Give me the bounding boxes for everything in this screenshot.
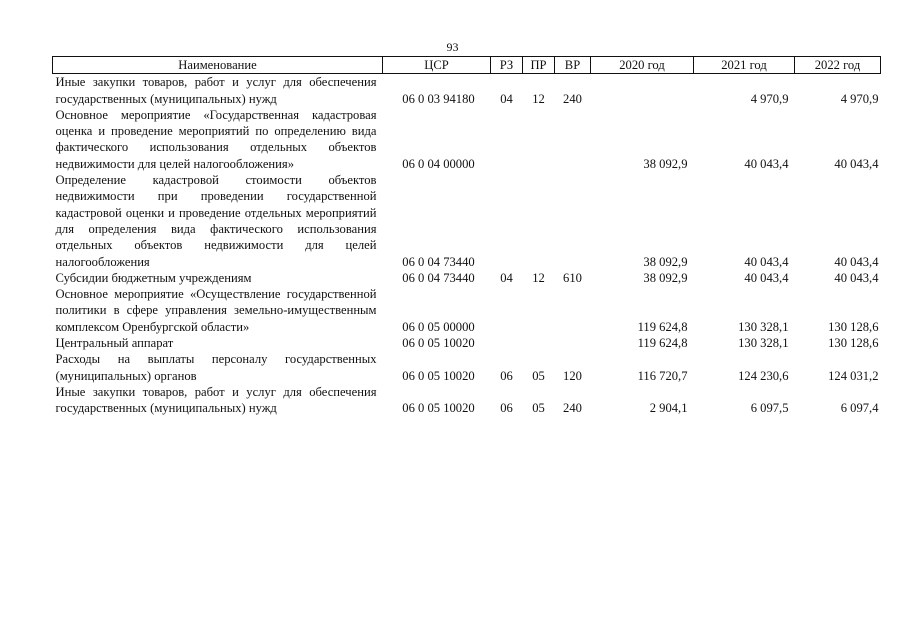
row-rz — [491, 335, 523, 351]
row-csr: 06 0 03 94180 — [402, 91, 475, 106]
row-vr: 610 — [563, 270, 582, 285]
table-row — [53, 74, 881, 107]
row-csr: 06 0 05 10020 — [402, 368, 475, 383]
row-2020-value: 2 904,1 — [649, 401, 688, 416]
row-name: Субсидии бюджетным учреждениям — [55, 270, 252, 285]
row-2022-value: 6 097,4 — [840, 401, 879, 416]
row-vr: 240 — [563, 91, 582, 106]
row-2020-value: 38 092,9 — [643, 270, 688, 285]
row-name: Основное мероприятие «Осуществление государственной политики в сфере управления земельно-имущественным комплексом Оренбургской области» — [55, 287, 377, 334]
row-csr: 06 0 05 10020 — [402, 401, 475, 416]
table-row — [53, 351, 881, 384]
header-2020: 2020 год — [591, 57, 694, 74]
row-name: Иные закупки товаров, работ и услуг для обеспечения государственных (муниципальных) нужд — [55, 75, 377, 106]
row-2021-value: 130 328,1 — [738, 336, 789, 351]
table-header — [53, 57, 881, 74]
row-vr: 240 — [563, 401, 582, 416]
header-pr: ПР — [523, 57, 555, 74]
row-vr — [555, 286, 591, 335]
row-rz — [491, 107, 523, 172]
row-pr — [523, 172, 555, 270]
row-csr: 06 0 05 10020 — [402, 336, 475, 351]
row-pr: 12 — [532, 270, 545, 285]
header-name: Наименование — [53, 57, 383, 74]
row-rz: 04 — [500, 91, 513, 106]
page-number: 93 — [446, 40, 459, 54]
row-2022-value: 4 970,9 — [840, 91, 879, 106]
row-name: Расходы на выплаты персоналу государственных (муниципальных) органов — [55, 352, 377, 383]
row-2021-value: 130 328,1 — [738, 319, 789, 334]
row-vr: 120 — [563, 368, 582, 383]
row-2022-value: 130 128,6 — [828, 336, 879, 351]
header-2021: 2021 год — [694, 57, 795, 74]
row-2021-value: 40 043,4 — [744, 156, 789, 171]
row-csr: 06 0 04 00000 — [402, 156, 475, 171]
table-row — [53, 270, 881, 286]
row-2021-value: 40 043,4 — [744, 270, 789, 285]
table-row — [53, 172, 881, 270]
table-row — [53, 384, 881, 417]
row-csr: 06 0 04 73440 — [402, 270, 475, 285]
row-pr — [523, 286, 555, 335]
row-2021-value: 6 097,5 — [750, 401, 789, 416]
row-name: Иные закупки товаров, работ и услуг для обеспечения государственных (муниципальных) нужд — [55, 384, 377, 416]
row-2020-value: 119 624,8 — [637, 336, 688, 351]
row-vr — [555, 335, 591, 351]
row-2022-value: 40 043,4 — [834, 254, 879, 269]
row-pr: 05 — [532, 401, 545, 416]
header-2022: 2022 год — [795, 57, 881, 74]
row-csr: 06 0 04 73440 — [402, 254, 475, 269]
row-2022-value: 124 031,2 — [828, 368, 879, 383]
row-2022-value: 40 043,4 — [834, 156, 879, 171]
row-csr: 06 0 05 00000 — [402, 319, 475, 334]
row-rz: 06 — [500, 401, 513, 416]
row-2022-value: 40 043,4 — [834, 270, 879, 285]
row-2021-value: 124 230,6 — [738, 368, 789, 383]
row-2021-value: 4 970,9 — [750, 91, 789, 106]
budget-table — [52, 56, 881, 417]
row-name: Центральный аппарат — [55, 336, 174, 351]
row-2020-value: 38 092,9 — [643, 254, 688, 269]
table-body — [53, 74, 881, 417]
row-pr — [523, 107, 555, 172]
row-2020-value — [591, 74, 694, 107]
row-pr — [523, 335, 555, 351]
row-rz — [491, 286, 523, 335]
row-2020-value: 38 092,9 — [643, 156, 688, 171]
row-name: Определение кадастровой стоимости объектов недвижимости при проведении государственной кадастровой оценки и проведение отдельных мероприятий для определения вида фактического использования отдельных объектов недвижимости для целей налогообложения — [55, 173, 377, 269]
row-rz: 06 — [500, 368, 513, 383]
row-pr: 05 — [532, 368, 545, 383]
row-rz — [491, 172, 523, 270]
row-name: Основное мероприятие «Государственная кадастровая оценка и проведение мероприятий по определению вида фактического использования отдельных объектов недвижимости для целей налогообложения» — [55, 107, 377, 171]
table-row — [53, 107, 881, 172]
table-row — [53, 335, 881, 351]
row-2022-value: 130 128,6 — [828, 319, 879, 334]
row-2021-value: 40 043,4 — [744, 254, 789, 269]
row-2020-value: 119 624,8 — [637, 319, 688, 334]
header-vr: ВР — [555, 57, 591, 74]
header-rz: РЗ — [491, 57, 523, 74]
row-rz: 04 — [500, 270, 513, 285]
header-csr: ЦСР — [383, 57, 491, 74]
row-2020-value: 116 720,7 — [637, 368, 688, 383]
row-pr: 12 — [532, 91, 545, 106]
row-vr — [555, 172, 591, 270]
table-row — [53, 286, 881, 335]
row-vr — [555, 107, 591, 172]
